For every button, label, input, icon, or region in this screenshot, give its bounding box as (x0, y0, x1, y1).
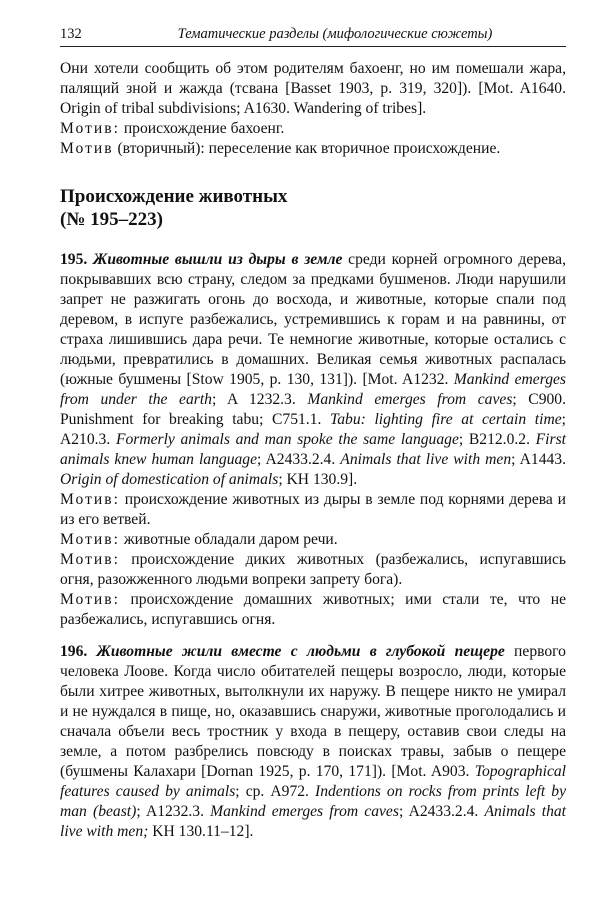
motive-label: Мотив: (60, 491, 120, 508)
motive-text: происхождение диких животных (разбежались, испугавшись огня, разожженного людьми вопреки запрету бога). (60, 551, 566, 588)
motive-text: происхождение животных из дыры в земле под корнями дерева и из его ветвей. (60, 491, 566, 528)
motive-label: Мотив (60, 140, 114, 157)
entry-motive (60, 530, 566, 550)
section-title: Происхождение животных (60, 186, 288, 207)
intro-motive-1 (60, 119, 566, 139)
motive-text: животные обладали даром речи. (119, 531, 338, 548)
section-range: (№ 195–223) (60, 209, 163, 230)
running-header (60, 26, 566, 47)
entry-number: 196. (60, 643, 88, 660)
entry-body (60, 250, 566, 490)
section-heading (60, 185, 566, 231)
intro-motive-2 (60, 139, 566, 159)
entry-gap (60, 630, 566, 642)
entry-text: среди корней огромного дерева, покрывавших всю страну, следом за предками бушменов. Люди нарушили запрет не разжигать огонь до восхода, и животные, которые спали под деревом, в испуге разбежались, устремившись к горам и на равнины, от страха лишившись дара речи. Те немногие животные, которые остались с людьми, превратились в домашних. Великая семья животных распалась (южные бушмены [Stow 1905, p. 130, 131]). [Mot. A1232. Mankind emerges from under the earth; A 1232.3. Mankind emerges from caves; C900. Punishment for breaking tabu; C751.1. Tabu: lighting fire at certain time; A210.3. Formerly animals and man spoke the same language; B212.0.2. First animals knew human language; A2433.2.4. Animals that live with men; A1443. Origin of domestication of animals; KH 130.9]. (60, 251, 567, 488)
entry-number: 195. (60, 251, 88, 268)
entry-195 (60, 250, 566, 630)
book-page (60, 26, 566, 842)
motive-text: происхождение бахоенг. (119, 120, 285, 137)
entry-motive (60, 490, 566, 530)
entry-heading: Животные вышли из дыры в земле (93, 251, 343, 268)
motive-label: Мотив: (60, 531, 120, 548)
intro-block (60, 59, 566, 159)
entry-text: первого человека Лоове. Когда число обитателей пещеры возросло, люди, которые были хитрее животных, вытолкнули их наружу. В пещере никто не умирал и не нуждался в пище, но, оказавшись снаружи, животные проголодались и сначала объели весь тростник у входа в пещеру, оставив свои следы на земле, а потом разбрелись повсюду в поисках травы, забыв о пещере (бушмены Калахари [Dornan 1925, p. 170, 171]). [Mot. A903. Topographical features caused by animals; ср. A972. Indentions on rocks from prints left by man (beast); A1232.3. Mankind emerges from caves; A2433.2.4. Animals that live with men; KH 130.11–12]. (60, 643, 566, 840)
intro-paragraph: Они хотели сообщить об этом родителям бахоенг, но им помешали жара, палящий зной и жажда (тсвана [Basset 1903, p. 319, 320]). [Mot. A1640. Origin of tribal subdivisions; A1630. Wandering of tribes]. (60, 60, 566, 117)
entry-motive (60, 590, 566, 630)
entry-196 (60, 642, 566, 842)
entry-heading: Животные жили вместе с людьми в глубокой пещере (96, 643, 505, 660)
motive-text: (вторичный): переселение как вторичное происхождение. (113, 140, 501, 157)
motive-label: Мотив: (60, 591, 120, 608)
entry-motive (60, 550, 566, 590)
entry-body (60, 642, 566, 842)
running-title: Тематические разделы (мифологические сюжеты) (177, 26, 493, 42)
motive-text: происхождение домашних животных; ими стали те, что не разбежались, испугавшись огня. (60, 591, 566, 628)
motive-label: Мотив: (60, 551, 120, 568)
motive-label: Мотив: (60, 120, 120, 137)
page-number: 132 (60, 26, 82, 42)
